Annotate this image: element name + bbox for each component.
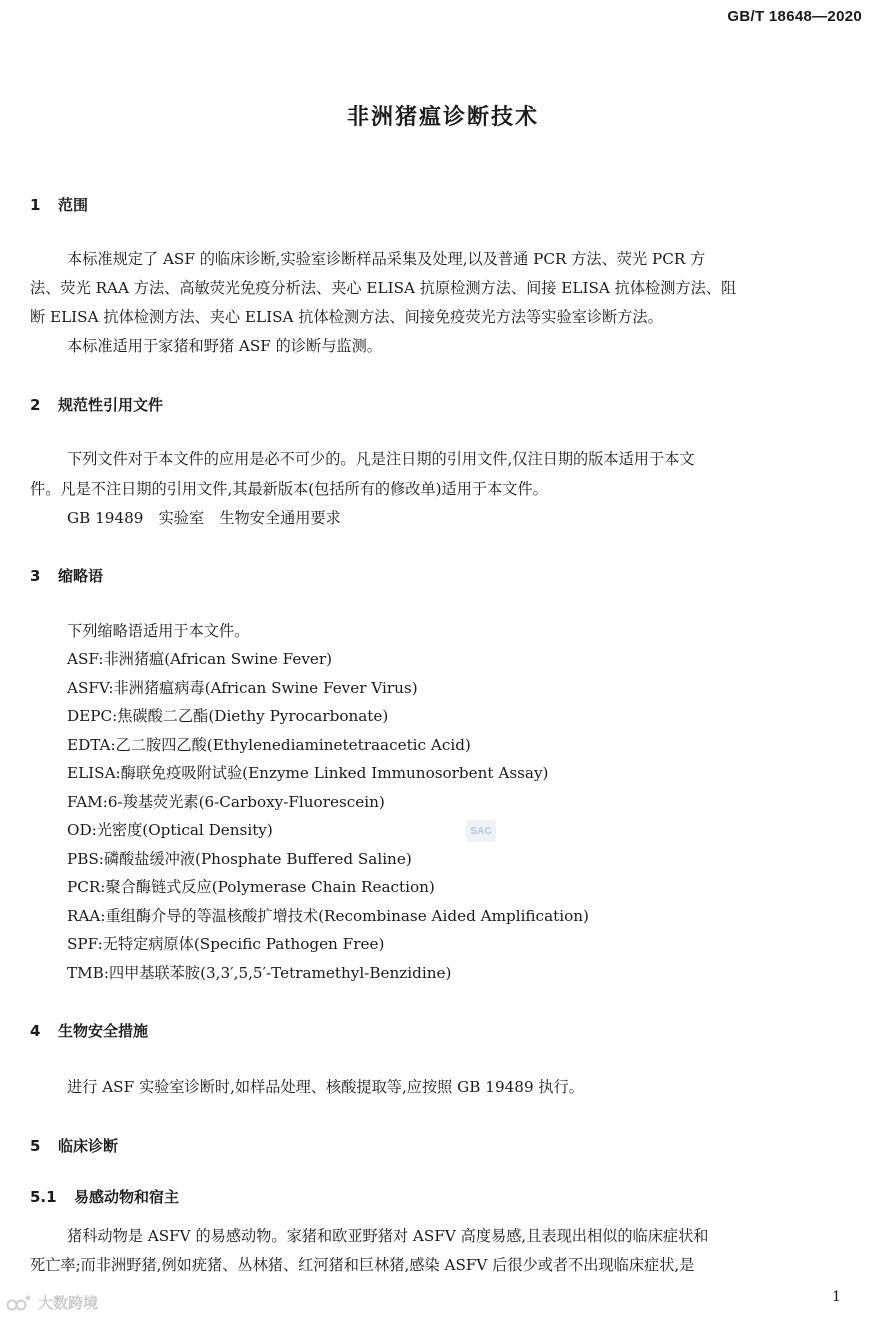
- section-2-heading: [30, 394, 163, 415]
- section-title: 缩略语: [58, 567, 104, 585]
- paragraph-line: 本标准规定了 ASF 的临床诊断,实验室诊断样品采集及处理,以及普通 PCR 方法、荧光 PCR 方: [67, 250, 706, 268]
- section-number: 1: [30, 196, 41, 214]
- section-5-heading: [30, 1135, 118, 1156]
- subsection-title: 易感动物和宿主: [74, 1188, 180, 1206]
- abbreviation-item: RAA:重组酶介导的等温核酸扩增技术(Recombinase Aided Amplification): [67, 907, 589, 925]
- section-4-heading: [30, 1020, 148, 1041]
- section-title: 临床诊断: [58, 1137, 119, 1155]
- paragraph-line: 死亡率;而非洲野猪,例如疣猪、丛林猪、红河猪和巨林猪,感染 ASFV 后很少或者不出现临床症状,是: [30, 1256, 695, 1274]
- abbreviation-item: ASFV:非洲猪瘟病毒(African Swine Fever Virus): [67, 679, 418, 697]
- section-number: 2: [30, 396, 41, 414]
- document-title: 非洲猪瘟诊断技术: [346, 105, 539, 130]
- abbreviation-item: OD:光密度(Optical Density): [67, 821, 273, 839]
- paragraph-line: 进行 ASF 实验室诊断时,如样品处理、核酸提取等,应按照 GB 19489 执行。: [67, 1078, 584, 1096]
- abbreviation-item: SPF:无特定病原体(Specific Pathogen Free): [67, 935, 385, 953]
- logo-icon: [6, 1293, 32, 1313]
- paragraph-line: 下列文件对于本文件的应用是必不可少的。凡是注日期的引用文件,仅注日期的版本适用于本文: [67, 450, 695, 468]
- abbreviation-item: ASF:非洲猪瘟(African Swine Fever): [67, 650, 333, 668]
- subsection-number: 5.1: [30, 1188, 57, 1206]
- section-title: 生物安全措施: [58, 1022, 149, 1040]
- paragraph-line: 断 ELISA 抗体检测方法、夹心 ELISA 抗体检测方法、间接免疫荧光方法等实验室诊断方法。: [30, 308, 663, 326]
- subsection-5-1-heading: [30, 1186, 179, 1207]
- section-number: 3: [30, 567, 41, 585]
- abbreviation-item: FAM:6-羧基荧光素(6-Carboxy-Fluorescein): [67, 793, 385, 811]
- abbreviation-item: ELISA:酶联免疫吸附试验(Enzyme Linked Immunosorbent Assay): [67, 764, 549, 782]
- section-title: 范围: [58, 196, 89, 214]
- footer-logo-text: 大数跨境: [38, 1294, 99, 1312]
- page-number: 1: [832, 1289, 841, 1305]
- section-3-heading: [30, 565, 103, 586]
- abbreviation-item: PBS:磷酸盐缓冲液(Phosphate Buffered Saline): [67, 850, 412, 868]
- abbreviation-item: TMB:四甲基联苯胺(3,3′,5,5′-Tetramethyl-Benzidine): [67, 964, 452, 982]
- paragraph-line: 法、荧光 RAA 方法、高敏荧光免疫分析法、夹心 ELISA 抗原检测方法、间接 ELISA 抗体检测方法、阻: [30, 279, 737, 297]
- standard-code: GB/T 18648—2020: [727, 8, 862, 25]
- paragraph-line: 猪科动物是 ASFV 的易感动物。家猪和欧亚野猪对 ASFV 高度易感,且表现出相似的临床症状和: [67, 1227, 709, 1245]
- abbreviation-item: PCR:聚合酶链式反应(Polymerase Chain Reaction): [67, 878, 435, 896]
- abbreviation-item: EDTA:乙二胺四乙酸(Ethylenediaminetetraacetic Acid): [67, 736, 471, 754]
- watermark-logo: SAC: [466, 820, 496, 842]
- section-number: 4: [30, 1022, 41, 1040]
- section-1-heading: [30, 194, 88, 215]
- abbreviations-intro: 下列缩略语适用于本文件。: [67, 622, 250, 640]
- paragraph-line: 本标准适用于家猪和野猪 ASF 的诊断与监测。: [67, 337, 382, 355]
- paragraph-line: 件。凡是不注日期的引用文件,其最新版本(包括所有的修改单)适用于本文件。: [30, 480, 548, 498]
- footer-logo: [6, 1292, 98, 1313]
- normative-reference: GB 19489 实验室 生物安全通用要求: [67, 509, 341, 527]
- section-title: 规范性引用文件: [58, 396, 164, 414]
- abbreviation-item: DEPC:焦碳酸二乙酯(Diethy Pyrocarbonate): [67, 707, 389, 725]
- section-number: 5: [30, 1137, 41, 1155]
